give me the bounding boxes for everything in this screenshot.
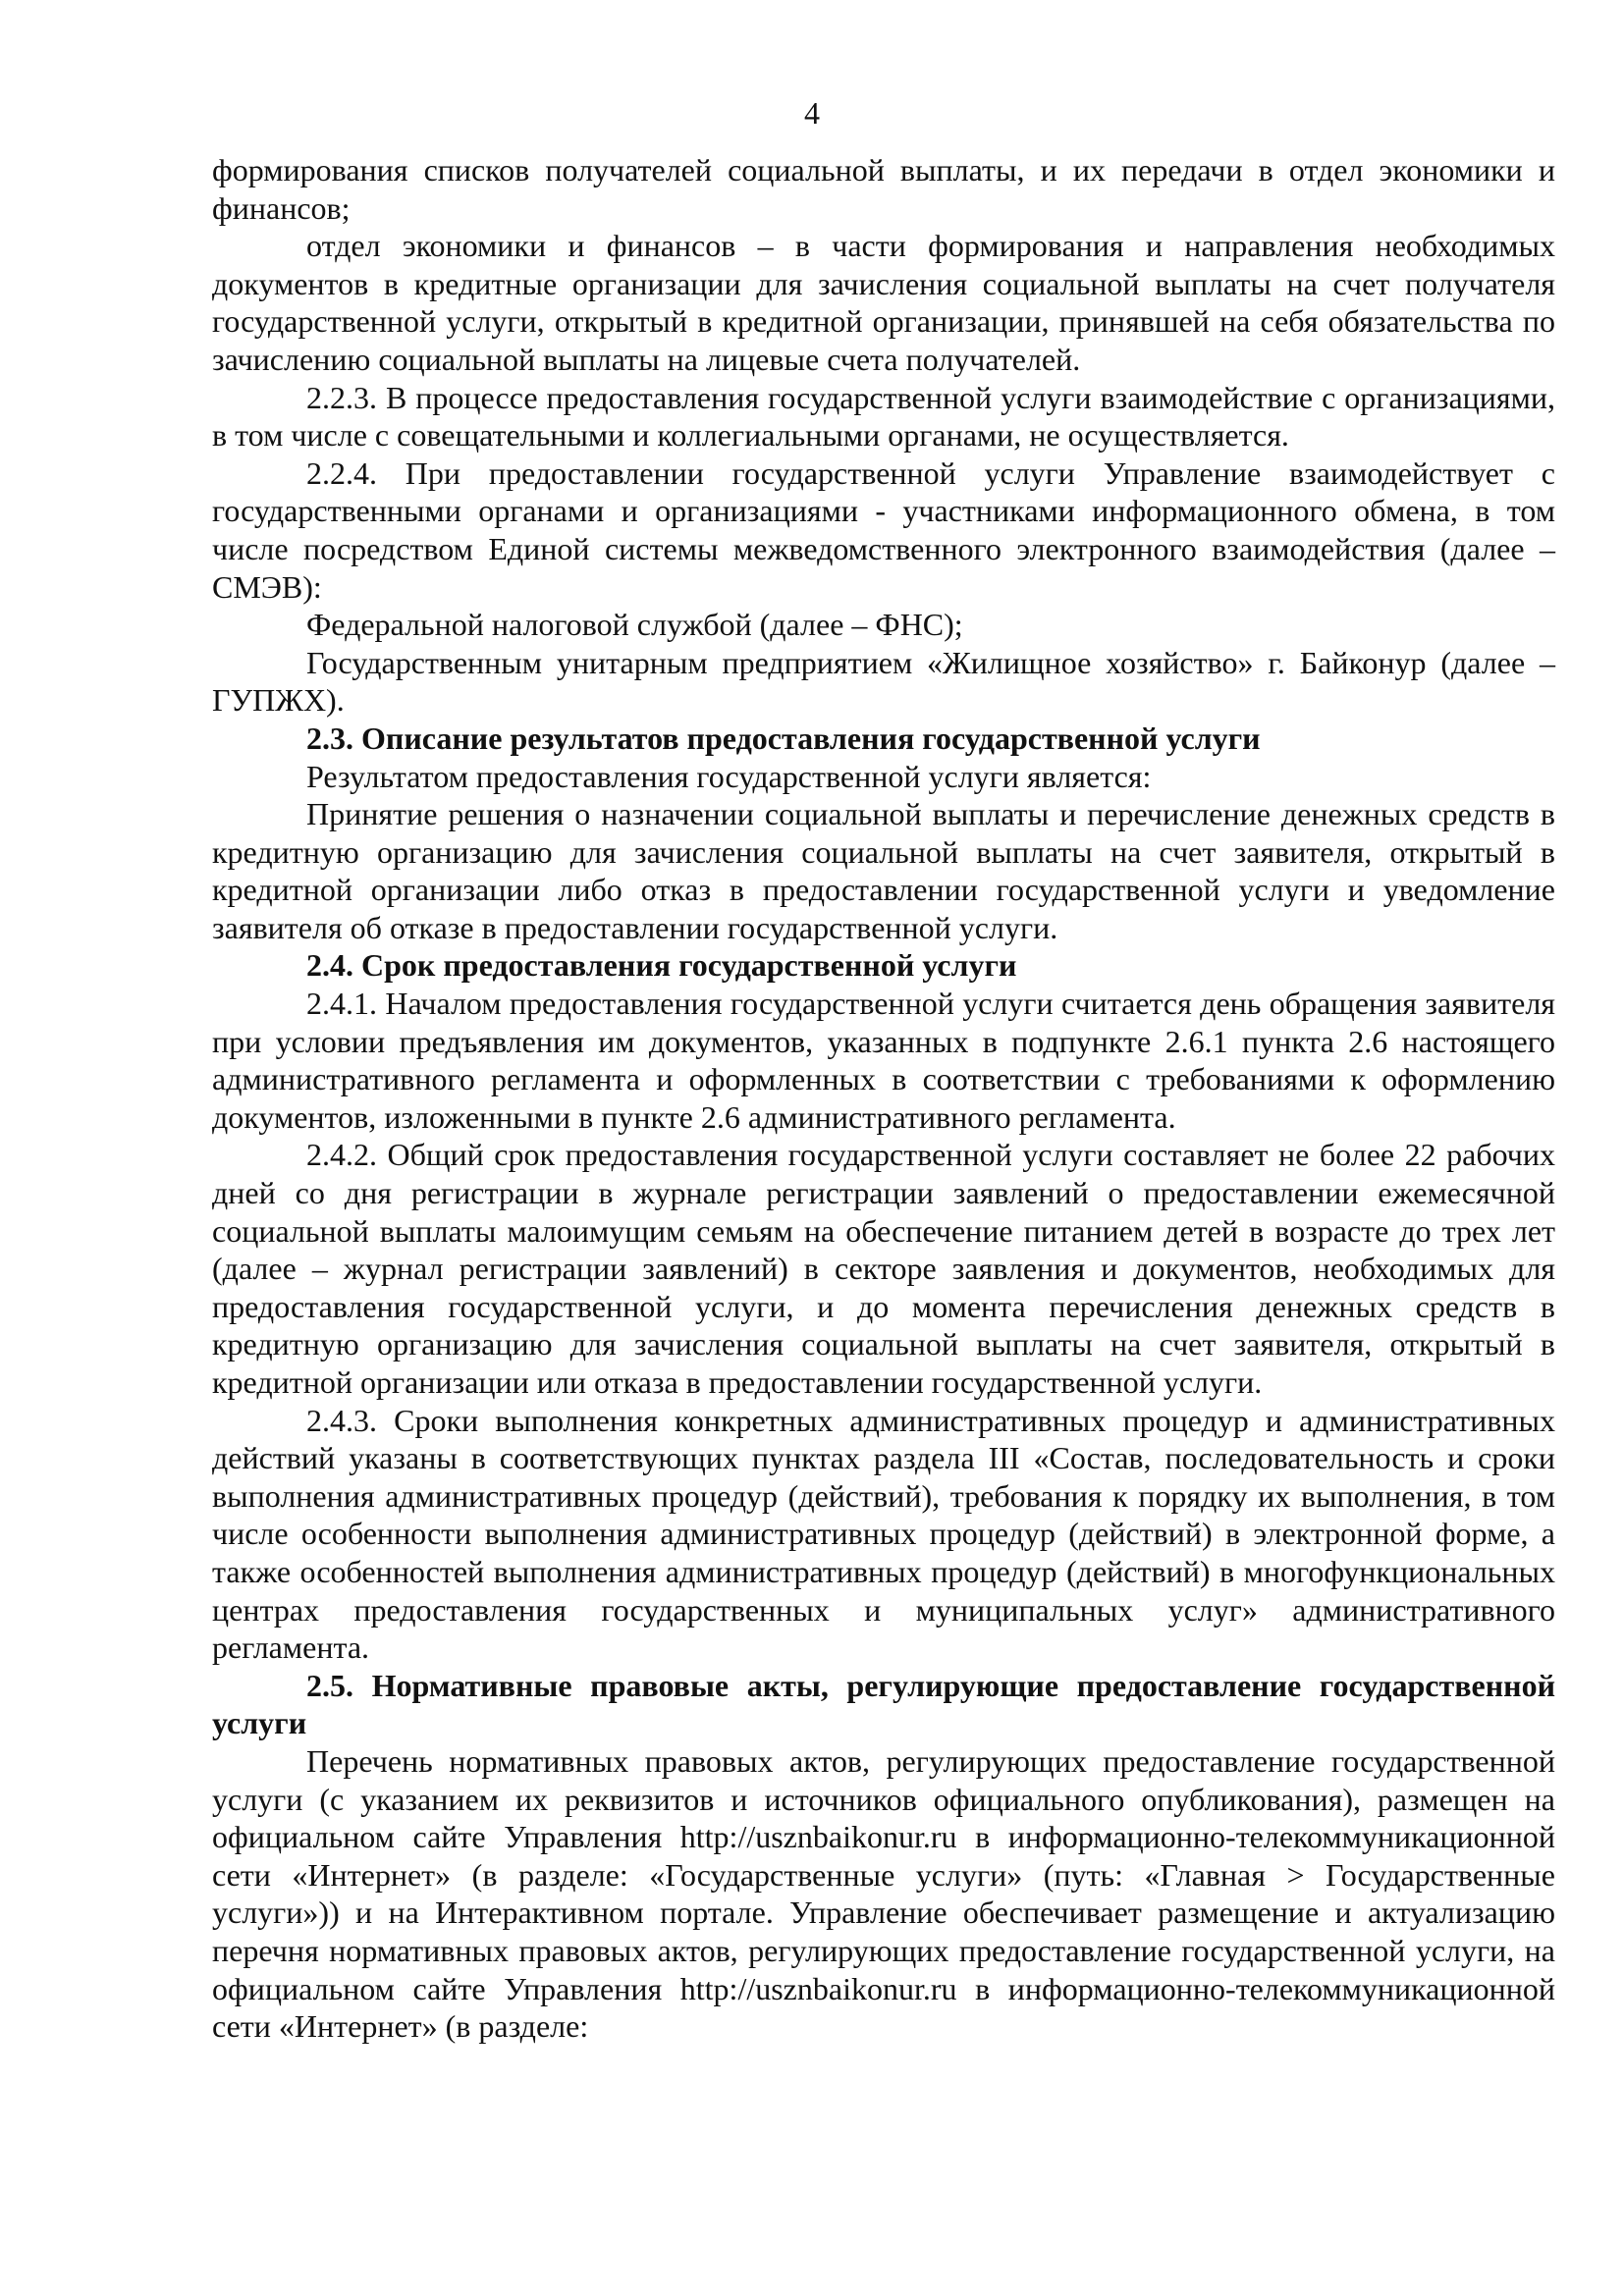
paragraph-legal-acts: Перечень нормативных правовых актов, регулирующих предоставление государственной услуги (с указанием их реквизитов и источников официального опубликования), размещен на официальном сайте Управления http://usznbaikonur.ru в информационно-телекоммуникационной сети «Интернет» (в разделе: «Государственные услуги» (путь: «Главная > Государственные услуги»)) и на Интерактивном портале. Управление обеспечивает размещение и актуализацию перечня нормативных правовых актов, регулирующих предоставление государственной услуги, на официальном сайте Управления http://usznbaikonur.ru в информационно-телекоммуникационной сети «Интернет» (в разделе: [212,1742,1555,2045]
paragraph-continuation: формирования списков получателей социальной выплаты, и их передачи в отдел экономики и финансов; [212,152,1555,226]
paragraph-2-2-3: 2.2.3. В процессе предоставления государственной услуги взаимодействие с организациями, в том числе с совещательными и коллегиальными органами, не осуществляется. [212,379,1555,454]
paragraph-2-4-3: 2.4.3. Сроки выполнения конкретных административных процедур и административных действий указаны в соответствующих пунктах раздела III «Состав, последовательность и сроки выполнения административных процедур (действий), требования к порядку их выполнения, в том числе особенности выполнения административных процедур (действий) в электронной форме, а также особенностей выполнения административных процедур (действий) в многофункциональных центрах предоставления государственных и муниципальных услуг» административного регламента. [212,1402,1555,1666]
section-heading-2-4: 2.4. Срок предоставления государственной услуги [306,947,1017,984]
paragraph-fns: Федеральной налоговой службой (далее – ФНС); [306,607,963,643]
document-body [212,151,1555,2046]
paragraph-2-4-2: 2.4.2. Общий срок предоставления государственной услуги составляет не более 22 рабочих дней со дня регистрации в журнале регистрации заявлений о предоставлении ежемесячной социальной выплаты малоимущим семьям на обеспечение питанием детей в возрасте до трех лет (далее – журнал регистрации заявлений) в секторе заявления и документов, необходимых для предоставления государственной услуги, и до момента перечисления денежных средств в кредитную организацию для зачисления социальной выплаты на счет заявителя, открытый в кредитной организации или отказа в предоставлении государственной услуги. [212,1137,1555,1400]
page-number: 4 [804,95,820,131]
section-heading-2-5: 2.5. Нормативные правовые акты, регулирующие предоставление государственной услуги [212,1667,1555,1741]
paragraph-gupzhkh: Государственным унитарным предприятием «Жилищное хозяйство» г. Байконур (далее – ГУПЖХ). [212,644,1555,719]
paragraph-result-intro: Результатом предоставления государственной услуги является: [306,758,1152,794]
paragraph-2-4-1: 2.4.1. Началом предоставления государственной услуги считается день обращения заявителя при условии предъявления им документов, указанных в подпункте 2.6.1 пункта 2.6 настоящего административного регламента и оформленных в соответствии с требованиями к оформлению документов, изложенными в пункте 2.6 административного регламента. [212,986,1555,1135]
paragraph-result: Принятие решения о назначении социальной выплаты и перечисление денежных средств в кредитную организацию для зачисления социальной выплаты на счет заявителя, открытый в кредитной организации либо отказ в предоставлении государственной услуги и уведомление заявителя об отказе в предоставлении государственной услуги. [212,796,1555,945]
paragraph-finance-department: отдел экономики и финансов – в части формирования и направления необходимых документов в кредитные организации для зачисления социальной выплаты на счет получателя государственной услуги, открытый в кредитной организации, принявшей на себя обязательства по зачислению социальной выплаты на лицевые счета получателей. [212,228,1555,377]
paragraph-2-2-4: 2.2.4. При предоставлении государственной услуги Управление взаимодействует с государственными органами и организациями - участниками информационного обмена, в том числе посредством Единой системы межведомственного электронного взаимодействия (далее – СМЭВ): [212,454,1555,605]
section-heading-2-3: 2.3. Описание результатов предоставления государственной услуги [306,720,1261,756]
